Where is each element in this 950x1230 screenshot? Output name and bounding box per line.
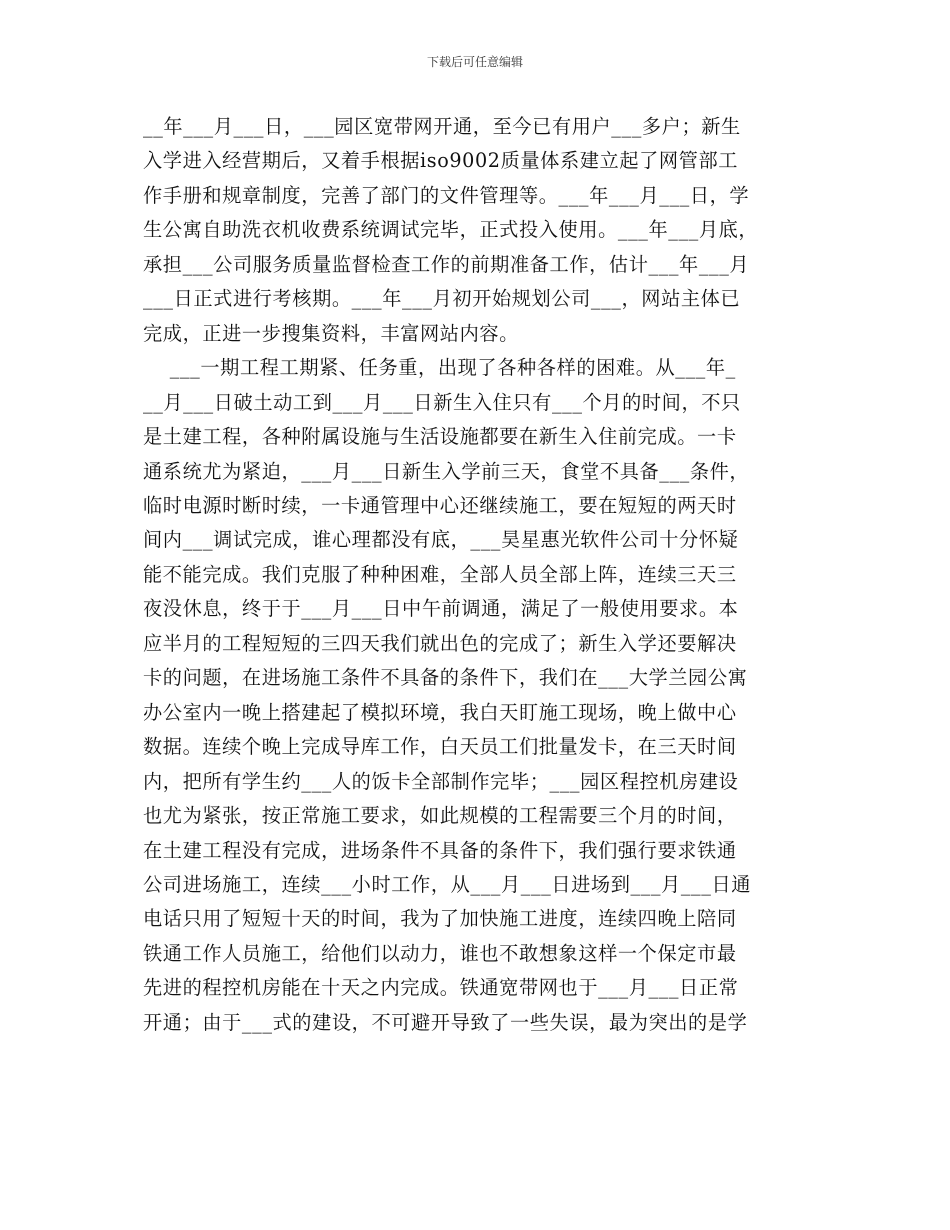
text-line: 在土建工程没有完成，进场条件不具备的条件下，我们强行要求铁通: [143, 838, 737, 862]
text-line: 电话只用了短短十天的时间，我为了加快施工进度，连续四晚上陪同: [143, 907, 737, 931]
text-line: 间内___调试完成，谁心理都没有底，___昊星惠光软件公司十分怀疑: [143, 528, 739, 552]
text-line: 卡的问题，在进场施工条件不具备的条件下，我们在___大学兰园公寓: [143, 666, 748, 690]
text-line: 内，把所有学生约___人的饭卡全部制作完毕；___园区程控机房建设: [143, 769, 739, 793]
text-line: ___日正式进行考核期。___年___月初开始规划公司___，网站主体已: [143, 287, 741, 311]
text-line: __月___日破土动工到___月___日新生入住只有___个月的时间，不只: [143, 390, 741, 414]
text-line: 通系统尤为紧迫，___月___日新生入学前三天，食堂不具备___条件，: [143, 459, 750, 483]
text-line: 开通；由于___式的建设，不可避开导致了一些失误，最为突出的是学: [143, 1010, 748, 1034]
text-line: 完成，正进一步搜集资料，丰富网站内容。: [143, 321, 519, 345]
text-line: 入学进入经营期后，又着手根据iso9002质量体系建立起了网管部工: [143, 149, 739, 173]
text-line: 夜没休息，终于于___月___日中午前调通，满足了一般使用要求。本: [143, 597, 739, 621]
text-line: 应半月的工程短短的三四天我们就出色的完成了；新生入学还要解决: [143, 631, 737, 655]
text-line: 公司进场施工，连续___小时工作，从___月___日进场到___月___日通: [143, 872, 752, 896]
text-line: 数据。连续个晚上完成导库工作，白天员工们批量发卡，在三天时间: [143, 735, 737, 759]
text-line: 能不能完成。我们克服了种种困难，全部人员全部上阵，连续三天三: [143, 562, 737, 586]
text-line: 先进的程控机房能在十天之内完成。铁通宽带网也于___月___日正常: [143, 976, 739, 1000]
text-line: 作手册和规章制度，完善了部门的文件管理等。___年___月___日，学: [143, 183, 750, 207]
page-header: 下载后可任意编辑: [426, 55, 523, 69]
text-line: 也尤为紧张，按正常施工要求，如此规模的工程需要三个月的时间，: [143, 804, 737, 827]
text-line: 铁通工作人员施工，给他们以动力，谁也不敢想象这样一个保定市最: [143, 941, 737, 965]
text-line: 临时电源时断时续，一卡通管理中心还继续施工，要在短短的两天时: [143, 494, 737, 517]
text-line: __年___月___日，___园区宽带网开通，至今已有用户___多户；新生: [143, 115, 741, 138]
text-line: ___一期工程工期紧、任务重，出现了各种各样的困难。从___年_: [143, 356, 736, 380]
text-line: 承担___公司服务质量监督检查工作的前期准备工作，估计___年___月: [143, 252, 750, 276]
text-line: 生公寓自助洗衣机收费系统调试完毕，正式投入使用。___年___月底，: [143, 218, 759, 242]
text-line: 是土建工程，各种附属设施与生活设施都要在新生入住前完成。一卡: [143, 425, 737, 449]
text-line: 办公室内一晚上搭建起了模拟环境，我白天盯施工现场，晚上做中心: [143, 700, 737, 724]
